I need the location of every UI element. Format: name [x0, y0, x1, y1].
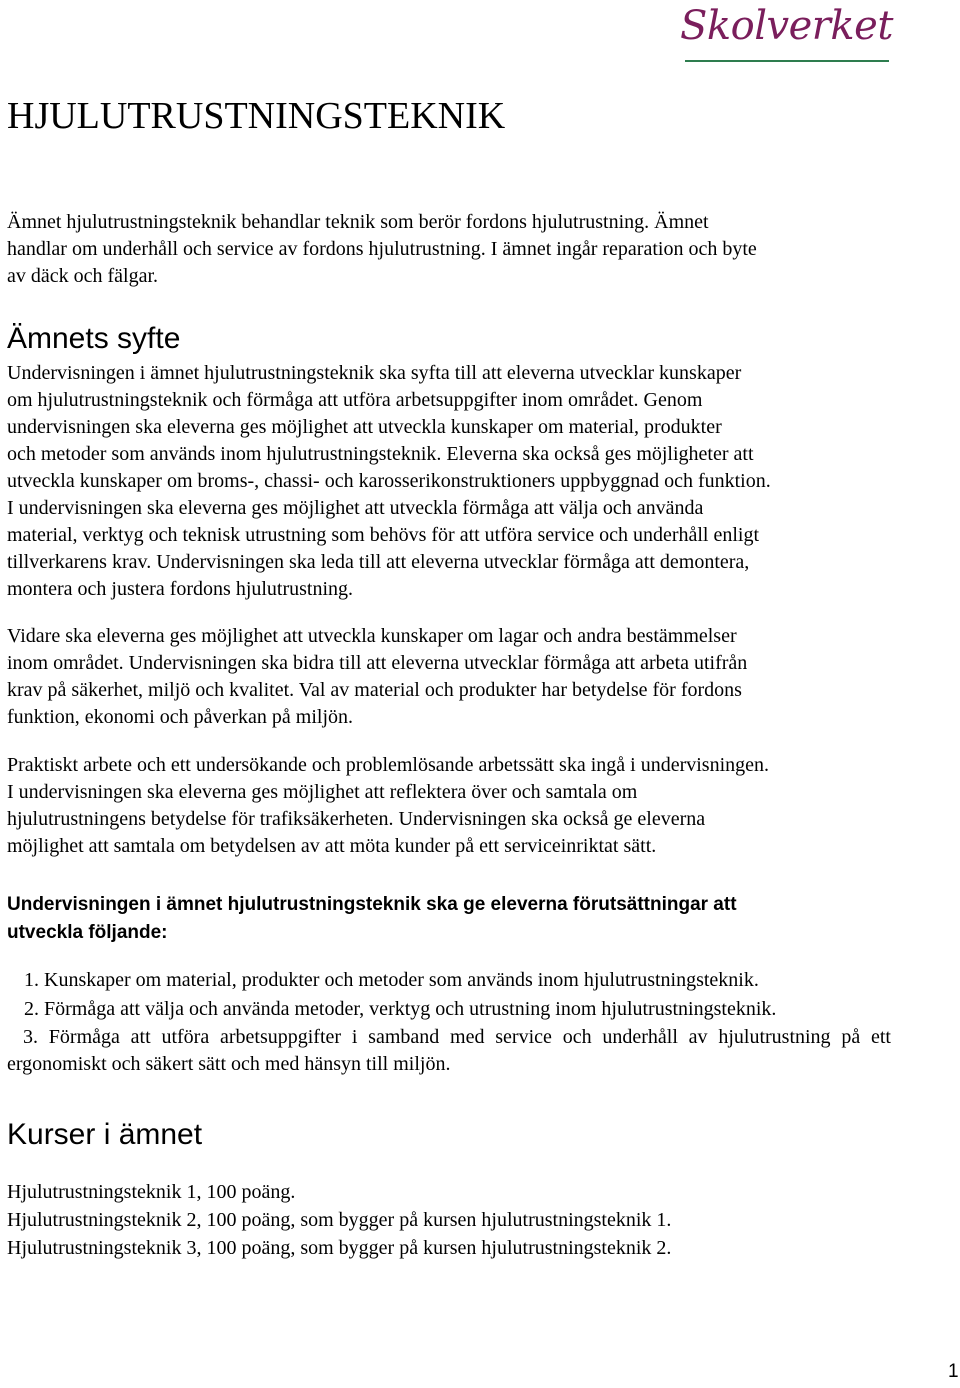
intro-paragraph: Ämnet hjulutrustningsteknik behandlar teknik som berör fordons hjulutrustning. Ämnet handlar om underhåll och service av fordons hjulutrustning. I ämnet ingår reparation och byte av däck och fälgar.: [7, 211, 757, 287]
course-item-1: Hjulutrustningsteknik 1, 100 poäng.: [7, 1181, 296, 1203]
purpose-paragraph-1: Undervisningen i ämnet hjulutrustningsteknik ska syfta till att eleverna utvecklar kunskaper om hjulutrustningsteknik och förmåga att utföra arbetsuppgifter inom området. Genom undervisningen ska eleverna ges möjlighet att utveckla kunskaper om material, produkter och metoder som används inom hjulutrustningsteknik. Eleverna ska också ges möjligheter att utveckla kunskaper om broms-, chassi- och karosserikonstruktioners uppbyggnad och funktion. I undervisningen ska eleverna ges möjlighet att utveckla förmåga att välja och använda material, verktyg och teknisk utrustning som behövs för att utföra service och underhåll enligt tillverkarens krav. Undervisningen ska leda till att eleverna utvecklar förmåga att demontera, montera och justera fordons hjulutrustning.: [7, 362, 771, 600]
logo-divider: [685, 60, 889, 62]
courses-heading: Kurser i ämnet: [7, 1118, 203, 1151]
goal-item-3: 3. Förmåga att utföra arbetsuppgifter i samband med service och underhåll av hjulutrustning på ett ergonomiskt och säkert sätt och med hänsyn till miljön.: [7, 1026, 891, 1075]
purpose-paragraph-3: Praktiskt arbete och ett undersökande och problemlösande arbetssätt ska ingå i undervisningen. I undervisningen ska eleverna ges möjlighet att reflektera över och samtala om hjulutrustningens betydelse för trafiksäkerheten. Undervisningen ska också ge eleverna möjlighet att samtala om betydelsen av att möta kunder på ett serviceinriktat sätt.: [7, 754, 770, 857]
goals-heading: Undervisningen i ämnet hjulutrustningsteknik ska ge eleverna förutsättningar att utveckla följande:: [7, 894, 737, 943]
goal-item-1: 1. Kunskaper om material, produkter och metoder som används inom hjulutrustningsteknik.: [24, 969, 759, 991]
page-number: 1: [948, 1361, 959, 1382]
goal-item-2: 2. Förmåga att välja och använda metoder, verktyg och utrustning inom hjulutrustningsteknik.: [24, 998, 777, 1020]
skolverket-logo: Skolverket: [680, 3, 893, 49]
purpose-heading: Ämnets syfte: [7, 322, 181, 355]
document-title: HJULUTRUSTNINGSTEKNIK: [7, 95, 506, 137]
course-item-2: Hjulutrustningsteknik 2, 100 poäng, som bygger på kursen hjulutrustningsteknik 1.: [7, 1209, 672, 1231]
course-item-3: Hjulutrustningsteknik 3, 100 poäng, som bygger på kursen hjulutrustningsteknik 2.: [7, 1237, 672, 1259]
purpose-paragraph-2: Vidare ska eleverna ges möjlighet att utveckla kunskaper om lagar och andra bestämmelser inom området. Undervisningen ska bidra till att eleverna utvecklar förmåga att arbeta utifrån krav på säkerhet, miljö och kvalitet. Val av material och produkter har betydelse för fordons funktion, ekonomi och påverkan på miljön.: [7, 625, 748, 728]
